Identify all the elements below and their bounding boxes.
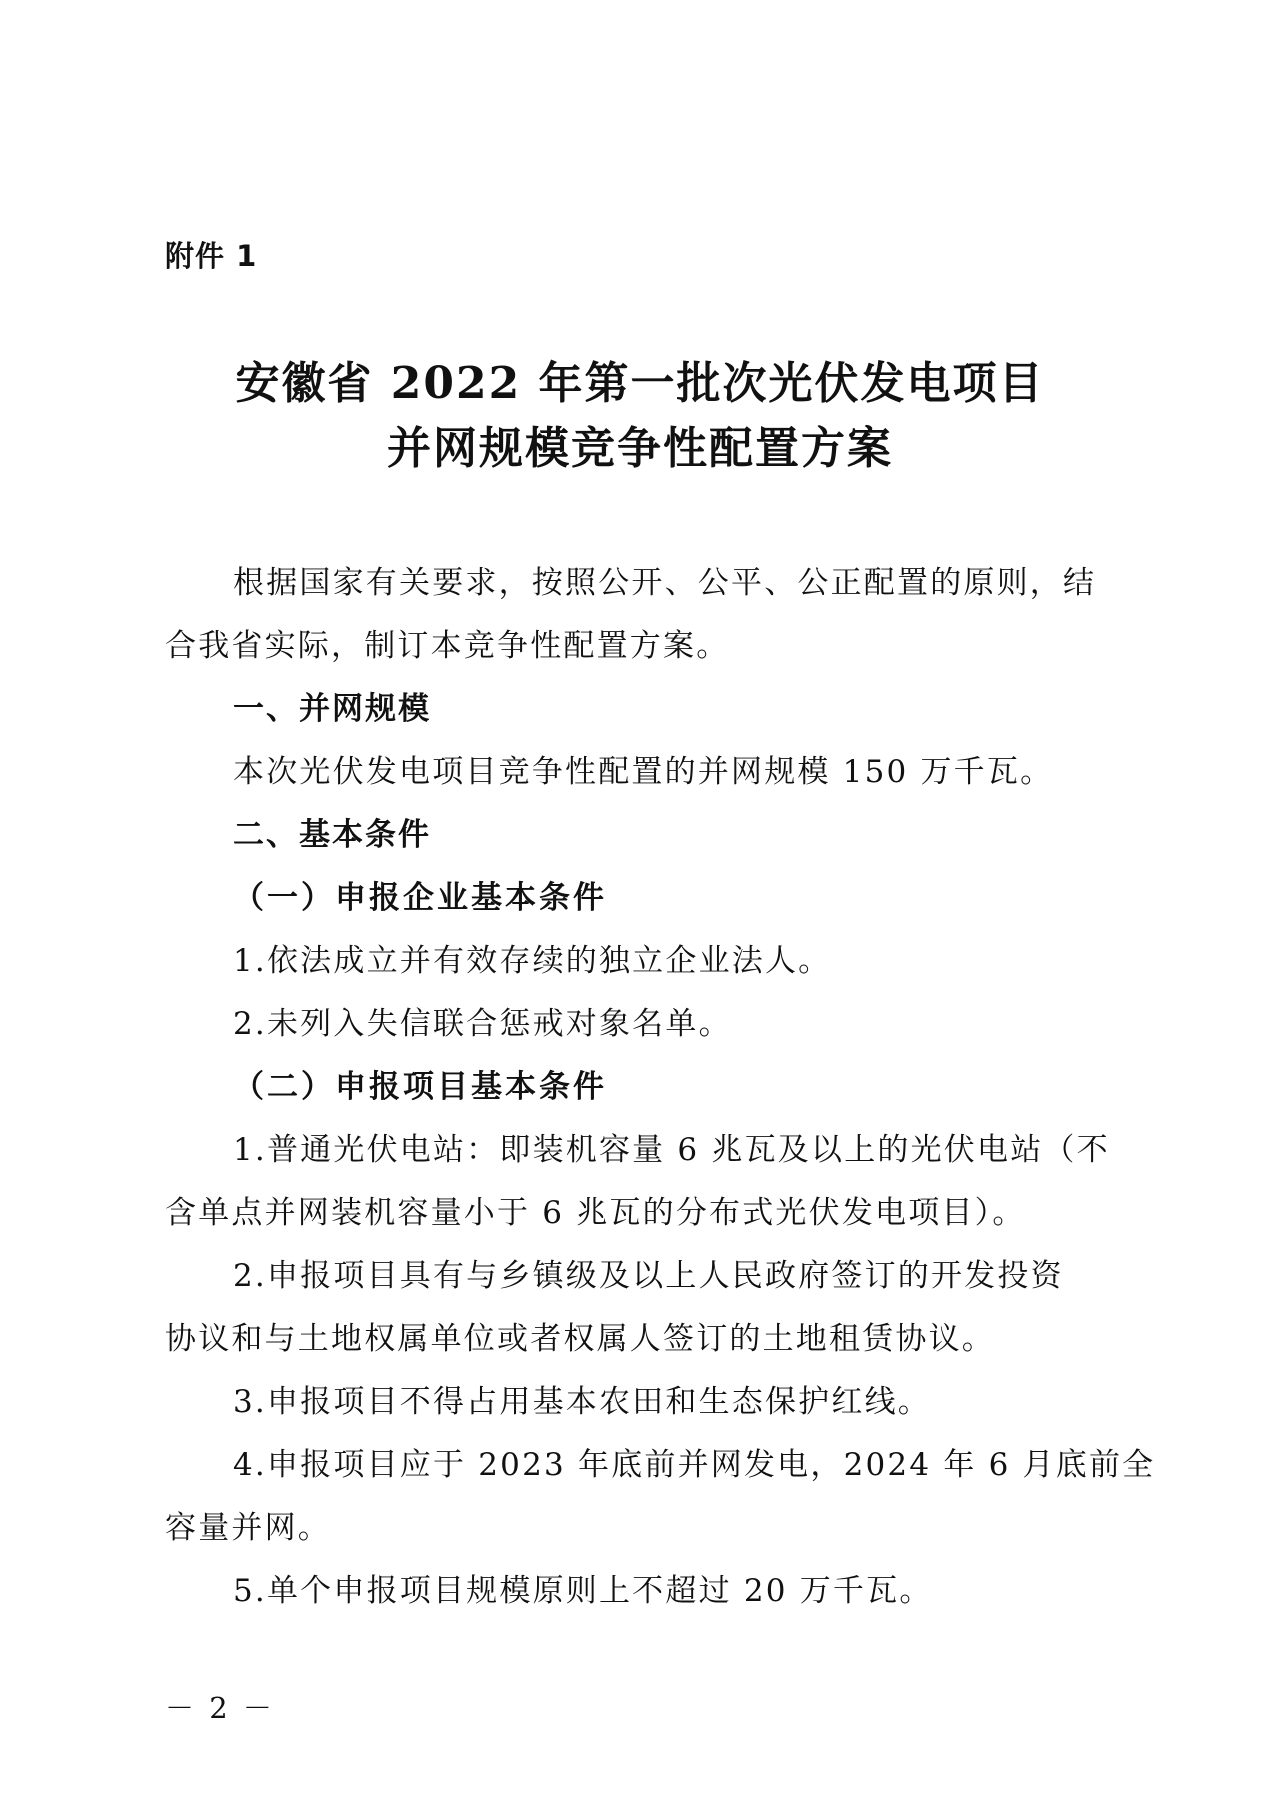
project-condition-item-2-line-1: 2.申报项目具有与乡镇级及以上人民政府签订的开发投资 (233, 1258, 1064, 1294)
project-condition-item-5: 5.单个申报项目规模原则上不超过 20 万千瓦。 (233, 1573, 933, 1609)
section-heading-basic-conditions: 二、基本条件 (233, 817, 431, 853)
subsection-heading-project-conditions: （二）申报项目基本条件 (233, 1069, 607, 1105)
project-condition-item-4-line-2: 容量并网。 (165, 1510, 331, 1546)
enterprise-condition-item-1: 1.依法成立并有效存续的独立企业法人。 (233, 943, 832, 979)
enterprise-condition-item-2: 2.未列入失信联合惩戒对象名单。 (233, 1006, 732, 1042)
project-condition-item-1-line-1: 1.普通光伏电站：即装机容量 6 兆瓦及以上的光伏电站（不 (233, 1132, 1110, 1168)
document-title-line-1: 安徽省 2022 年第一批次光伏发电项目 (235, 358, 1045, 409)
section-heading-grid-scale: 一、并网规模 (233, 691, 431, 727)
project-condition-item-3: 3.申报项目不得占用基本农田和生态保护红线。 (233, 1384, 931, 1420)
intro-paragraph-line-2: 合我省实际，制订本竞争性配置方案。 (165, 628, 730, 664)
page-number: － 2 － (165, 1691, 275, 1725)
project-condition-item-2-line-2: 协议和与土地权属单位或者权属人签订的土地租赁协议。 (165, 1321, 995, 1357)
section-grid-scale-text: 本次光伏发电项目竞争性配置的并网规模 150 万千瓦。 (233, 754, 1054, 790)
project-condition-item-4-line-1: 4.申报项目应于 2023 年底前并网发电，2024 年 6 月底前全 (233, 1447, 1156, 1483)
subsection-heading-enterprise-conditions: （一）申报企业基本条件 (233, 880, 607, 916)
project-condition-item-1-line-2: 含单点并网装机容量小于 6 兆瓦的分布式光伏发电项目）。 (165, 1195, 1026, 1231)
intro-paragraph-line-1: 根据国家有关要求，按照公开、公平、公正配置的原则，结 (233, 565, 1097, 601)
document-title-line-2: 并网规模竞争性配置方案 (387, 423, 893, 474)
attachment-label: 附件 1 (165, 239, 258, 273)
